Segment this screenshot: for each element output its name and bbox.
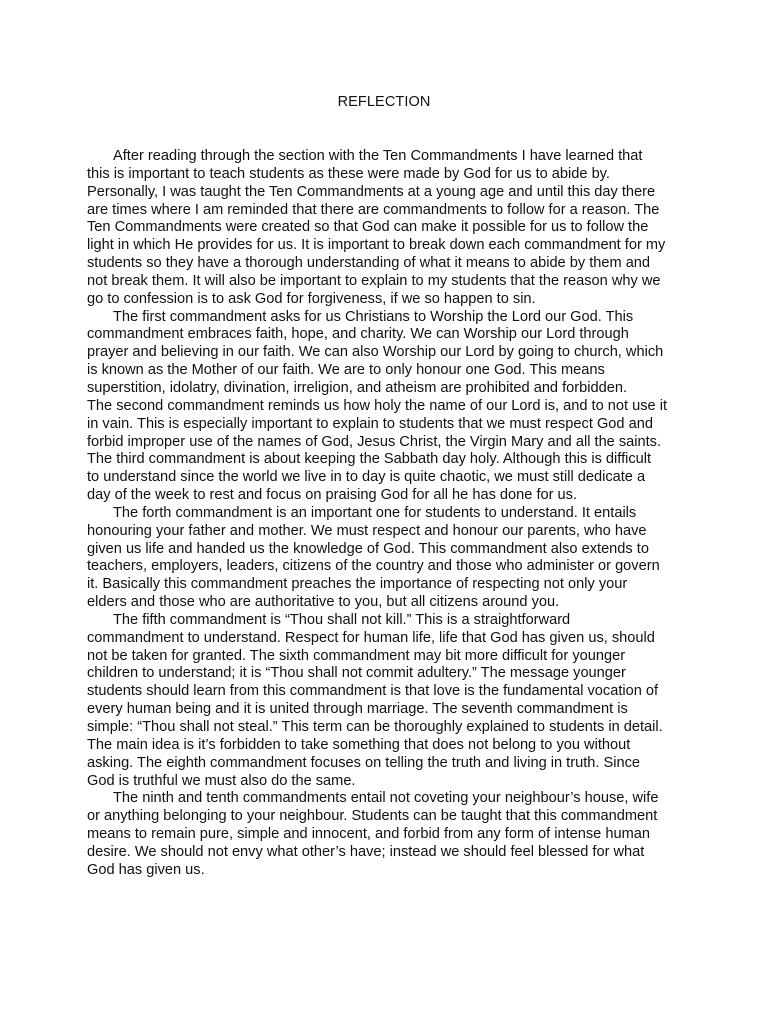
text-line: day of the week to rest and focus on praising God for all he has done for us. <box>87 487 577 504</box>
text-line: children to understand; it is “Thou shall not commit adultery.” The message younger <box>87 665 626 682</box>
text-line: go to confession is to ask God for forgiveness, if we so happen to sin. <box>87 290 536 307</box>
text-line: The main idea is it’s forbidden to take something that does not belong to you without <box>87 736 631 753</box>
text-line: asking. The eighth commandment focuses on telling the truth and living in truth. Since <box>87 754 640 771</box>
text-line: elders and those who are authoritative to you, but all citizens around you. <box>87 594 560 611</box>
text-line: every human being and it is united through marriage. The seventh commandment is <box>87 701 628 718</box>
text-line: commandment embraces faith, hope, and charity. We can Worship our Lord through <box>87 326 629 343</box>
text-line: simple: “Thou shall not steal.” This term can be thoroughly explained to students in detail. <box>87 719 663 735</box>
text-line: The second commandment reminds us how holy the name of our Lord is, and to not use it <box>87 397 668 414</box>
text-line: Ten Commandments were created so that God can make it possible for us to follow the <box>87 219 649 236</box>
text-line: prayer and believing in our faith. We can also Worship our Lord by going to church, which <box>87 344 664 361</box>
text-line: forbid improper use of the names of God, Jesus Christ, the Virgin Mary and all the saints. <box>87 433 662 450</box>
text-line: God has given us. <box>87 861 205 878</box>
text-line: means to remain pure, simple and innocent, and forbid from any form of intense human <box>87 826 650 843</box>
text-line: honouring your father and mother. We must respect and honour our parents, who have <box>87 522 647 539</box>
text-line: given us life and handed us the knowledge of God. This commandment also extends to <box>87 540 649 557</box>
text-line: The ninth and tenth commandments entail not coveting your neighbour’s house, wife <box>113 790 659 807</box>
text-line: superstition, idolatry, divination, irreligion, and atheism are prohibited and forbidden. <box>87 379 628 396</box>
document-title: REFLECTION <box>337 94 431 110</box>
paragraph <box>87 790 683 879</box>
text-line: is known as the Mother of our faith. We are to only honour one God. This means <box>87 362 605 379</box>
paragraph <box>87 309 683 398</box>
text-line: students should learn from this commandment is that love is the fundamental vocation of <box>87 683 659 700</box>
text-line: or anything belonging to your neighbour. Students can be taught that this commandment <box>87 808 658 825</box>
text-line: desire. We should not envy what other’s have; instead we should feel blessed for what <box>87 843 645 860</box>
text-line: God is truthful we must also do the same. <box>87 772 356 789</box>
text-line: not be taken for granted. The sixth commandment may bit more difficult for younger <box>87 647 626 664</box>
text-line: students so they have a thorough understanding of what it means to abide by them and <box>87 255 651 272</box>
text-line: commandment to understand. Respect for human life, life that God has given us, should <box>87 629 655 646</box>
paragraph <box>87 398 683 505</box>
text-line: teachers, employers, leaders, citizens of the country and those who administer or govern <box>87 558 660 575</box>
text-line: it. Basically this commandment preaches the importance of respecting not only your <box>87 576 628 593</box>
text-line: Personally, I was taught the Ten Commandments at a young age and until this day there <box>87 183 656 200</box>
text-line: light in which He provides for us. It is important to break down each commandment for my <box>87 237 666 254</box>
text-line: The forth commandment is an important one for students to understand. It entails <box>113 504 637 521</box>
document-body <box>87 148 683 880</box>
text-line: are times where I am reminded that there are commandments to follow for a reason. The <box>87 201 660 218</box>
text-line: in vain. This is especially important to explain to students that we must respect God and <box>87 415 653 432</box>
paragraph <box>87 148 683 309</box>
text-line: After reading through the section with the Ten Commandments I have learned that <box>113 148 643 164</box>
text-line: not break them. It will also be important to explain to my students that the reason why we <box>87 272 661 289</box>
text-line: to understand since the world we live in to day is quite chaotic, we must still dedicate a <box>87 469 646 486</box>
text-line: The first commandment asks for us Christians to Worship the Lord our God. This <box>113 308 634 325</box>
text-line: The third commandment is about keeping the Sabbath day holy. Although this is difficult <box>87 451 652 468</box>
text-line: The fifth commandment is “Thou shall not kill.” This is a straightforward <box>113 611 571 628</box>
text-line: this is important to teach students as these were made by God for us to abide by. <box>87 165 610 182</box>
paragraph <box>87 612 683 790</box>
paragraph <box>87 505 683 612</box>
